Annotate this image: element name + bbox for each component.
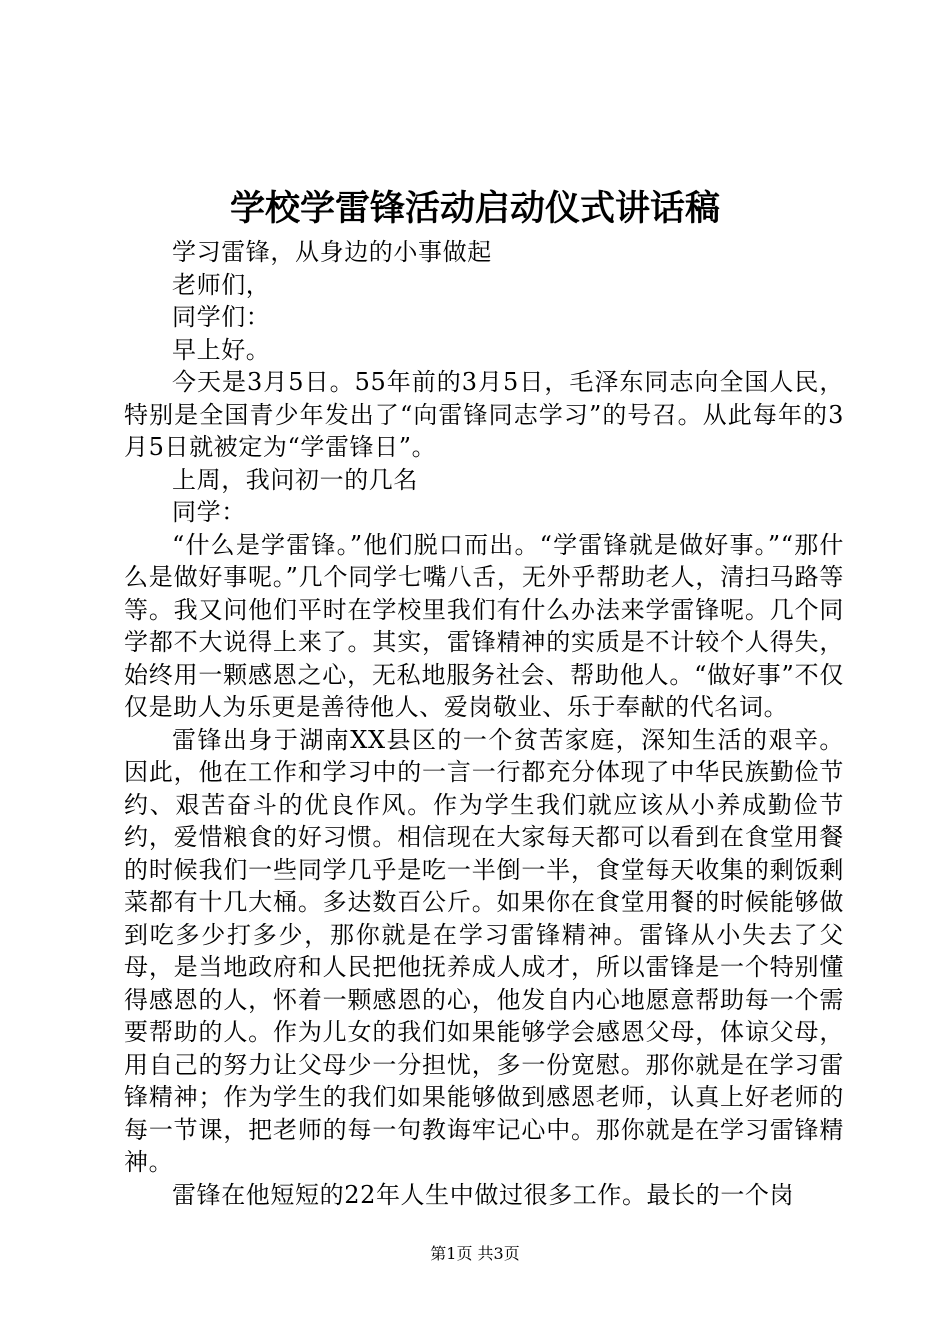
paragraph-lei-feng-career: 雷锋在他短短的22年人生中做过很多工作。最长的一个岗 bbox=[172, 1180, 795, 1209]
paragraph-march-fifth: 今天是3月5日。55年前的3月5日，毛泽东同志向全国人民，特别是全国青少年发出了“向雷锋同志学习”的号召。从此每年的3月5日就被定为“学雷锋日”。 bbox=[124, 368, 844, 461]
paragraph-subtitle: 学习雷锋，从身边的小事做起 bbox=[172, 238, 492, 266]
page-number-footer: 第1页 共3页 bbox=[430, 1244, 520, 1263]
paragraph-what-is-lei-feng: “什么是学雷锋。”他们脱口而出。“学雷锋就是做好事。”“那什么是做好事呢。”几个同学七嘴八舌，无外乎帮助老人，清扫马路等等。我又问他们平时在学校里我们有什么办法来学雷锋呢。几个同学都不大说得上来了。其实，雷锋精神的实质是不计较个人得失，始终用一颗感恩之心，无私地服务社会、帮助他人。“做好事”不仅仅是助人为乐更是善待他人、爱岗敬业、乐于奉献的代名词。 bbox=[124, 530, 844, 721]
paragraph-greeting-students: 同学们： bbox=[172, 303, 271, 331]
paragraph-good-morning: 早上好。 bbox=[172, 335, 271, 364]
paragraph-students-colon: 同学： bbox=[172, 498, 246, 526]
paragraph-lei-feng-background: 雷锋出身于湖南XX县区的一个贫苦家庭，深知生活的艰辛。因此，他在工作和学习中的一言一行都充分体现了中华民族勤俭节约、艰苦奋斗的优良作风。作为学生我们就应该从小养成勤俭节约，爱惜粮食的好习惯。相信现在大家每天都可以看到在食堂用餐的时候我们一些同学几乎是吃一半倒一半，食堂每天收集的剩饭剩菜都有十几大桶。多达数百公斤。如果你在食堂用餐的时候能够做到吃多少打多少，那你就是在学习雷锋精神。雷锋从小失去了父母，是当地政府和人民把他抚养成人成才，所以雷锋是一个特别懂得感恩的人，怀着一颗感恩的心，他发自内心地愿意帮助每一个需要帮助的人。作为儿女的我们如果能够学会感恩父母，体谅父母，用自己的努力让父母少一分担忧，多一份宽慰。那你就是在学习雷锋精神；作为学生的我们如果能够做到感恩老师，认真上好老师的每一节课，把老师的每一句教诲牢记心中。那你就是在学习雷锋精神。 bbox=[124, 725, 844, 1176]
paragraph-greeting-teachers: 老师们， bbox=[172, 270, 271, 299]
document-body bbox=[124, 236, 844, 1211]
document-title: 学校学雷锋活动启动仪式讲话稿 bbox=[229, 188, 720, 229]
paragraph-last-week: 上周，我问初一的几名 bbox=[172, 465, 418, 494]
